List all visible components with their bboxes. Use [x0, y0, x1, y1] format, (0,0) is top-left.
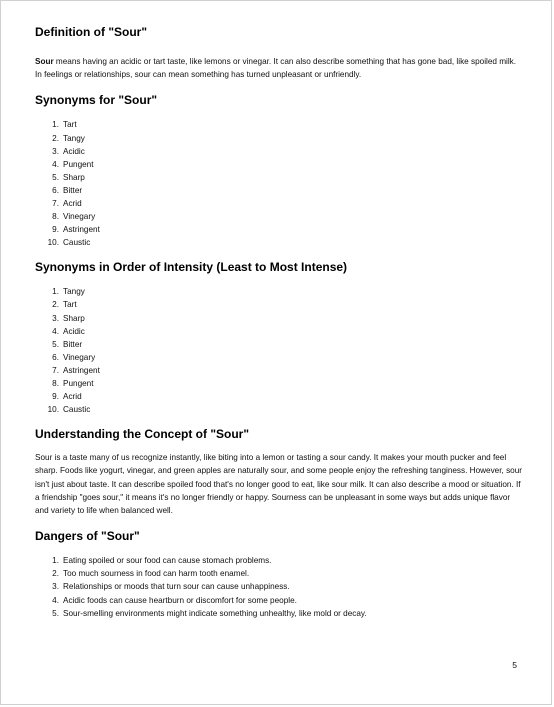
concept-heading: Understanding the Concept of "Sour"	[35, 427, 250, 442]
list-item-number: 8.	[52, 379, 59, 388]
list-item	[35, 403, 523, 416]
list-item-text: Acidic	[63, 326, 85, 336]
list-item-number: 3.	[52, 313, 59, 323]
list-item-number: 5.	[52, 172, 59, 182]
list-item-number: 4.	[52, 159, 59, 169]
list-item-text: Sour-smelling environments might indicate something unhealthy, like mold or decay.	[63, 608, 367, 618]
list-item	[35, 298, 523, 311]
list-item-text: Eating spoiled or sour food can cause stomach problems.	[63, 556, 272, 566]
synonyms-list	[35, 118, 523, 249]
list-item	[35, 118, 523, 131]
list-item	[35, 236, 523, 249]
list-item	[35, 351, 523, 364]
list-item	[35, 145, 523, 158]
list-item-number: 3.	[52, 146, 59, 156]
list-item-number: 10.	[47, 238, 59, 248]
list-item	[35, 607, 523, 620]
list-item-text: Relationships or moods that turn sour can cause unhappiness.	[63, 582, 290, 592]
list-item-number: 1.	[52, 120, 59, 130]
list-item-text: Vinegary	[63, 212, 96, 222]
list-item-number: 7.	[52, 365, 59, 375]
concept-paragraph: Sour is a taste many of us recognize instantly, like biting into a lemon or tasting a sour candy. It makes your mouth pucker and feel sharp. Foods like yogurt, vinegar, and green apples are naturally sour, and some people enjoy the refreshing tanginess. However, sour isn't just about taste. It can describe spoiled food that's no longer good to eat, like sour milk. It can also describe a mood or situation. If a friendship "goes sour," it means it's no longer friendly or happy. Sourness can be unpleasant in some ways but adds unique flavor and variety to life when balanced well.	[35, 453, 522, 516]
list-item-text: Tangy	[63, 287, 85, 297]
list-item-number: 2.	[52, 569, 59, 579]
list-item-text: Too much sourness in food can harm tooth enamel.	[63, 569, 250, 579]
list-item-text: Astringent	[63, 365, 100, 375]
list-item-text: Acrid	[63, 392, 82, 402]
list-item-text: Tart	[63, 300, 77, 310]
intensity-list	[35, 285, 523, 416]
list-item-number: 10.	[47, 405, 59, 415]
list-item-text: Acrid	[63, 198, 82, 208]
page-number: 5	[512, 660, 517, 670]
page-content	[35, 25, 523, 620]
list-item	[35, 377, 523, 390]
list-item-text: Bitter	[63, 339, 83, 349]
definition-paragraph	[35, 55, 523, 81]
concept-section	[35, 427, 523, 517]
list-item-text: Pungent	[63, 159, 94, 169]
dangers-section	[35, 529, 523, 619]
synonyms-heading: Synonyms for "Sour"	[35, 93, 158, 108]
list-item	[35, 132, 523, 145]
list-item-text: Vinegary	[63, 352, 96, 362]
list-item-text: Acidic foods can cause heartburn or discomfort for some people.	[63, 595, 297, 605]
list-item	[35, 364, 523, 377]
list-item-number: 1.	[52, 287, 59, 297]
list-item-number: 6.	[52, 185, 59, 195]
list-item-number: 5.	[52, 608, 59, 618]
list-item	[35, 312, 523, 325]
list-item	[35, 210, 523, 223]
list-item-number: 8.	[52, 212, 59, 222]
intensity-section	[35, 260, 523, 416]
definition-section	[35, 25, 523, 81]
list-item	[35, 325, 523, 338]
list-item	[35, 594, 523, 607]
list-item	[35, 554, 523, 567]
list-item	[35, 171, 523, 184]
list-item-number: 1.	[52, 556, 59, 566]
list-item-number: 7.	[52, 198, 59, 208]
list-item-number: 2.	[52, 133, 59, 143]
list-item	[35, 285, 523, 298]
list-item	[35, 567, 523, 580]
list-item-number: 4.	[52, 326, 59, 336]
list-item	[35, 197, 523, 210]
list-item-number: 9.	[52, 225, 59, 235]
list-item-number: 3.	[52, 582, 59, 592]
definition-text: means having an acidic or tart taste, like lemons or vinegar. It can also describe something that has gone bad, like spoiled milk. In feelings or relationships, sour can mean something has turned unpleasant or unfriendly.	[35, 57, 517, 80]
list-item	[35, 223, 523, 236]
list-item-text: Tangy	[63, 133, 85, 143]
list-item-number: 4.	[52, 595, 59, 605]
list-item-number: 2.	[52, 300, 59, 310]
list-item-number: 9.	[52, 392, 59, 402]
definition-term: Sour	[35, 57, 54, 66]
definition-heading: Definition of "Sour"	[35, 25, 148, 39]
list-item	[35, 338, 523, 351]
list-item	[35, 580, 523, 593]
list-item	[35, 158, 523, 171]
list-item-text: Pungent	[63, 379, 94, 388]
dangers-list	[35, 554, 523, 619]
list-item-text: Sharp	[63, 313, 85, 323]
list-item-text: Caustic	[63, 238, 91, 248]
list-item-number: 6.	[52, 352, 59, 362]
list-item-text: Acidic	[63, 146, 85, 156]
list-item-number: 5.	[52, 339, 59, 349]
list-item-text: Caustic	[63, 405, 91, 415]
list-item	[35, 390, 523, 403]
list-item-text: Astringent	[63, 225, 100, 235]
list-item	[35, 184, 523, 197]
list-item-text: Sharp	[63, 172, 85, 182]
synonyms-section	[35, 93, 523, 249]
list-item-text: Bitter	[63, 185, 83, 195]
dangers-heading: Dangers of "Sour"	[35, 529, 140, 544]
list-item-text: Tart	[63, 120, 77, 130]
intensity-heading: Synonyms in Order of Intensity (Least to Most Intense)	[35, 260, 348, 275]
